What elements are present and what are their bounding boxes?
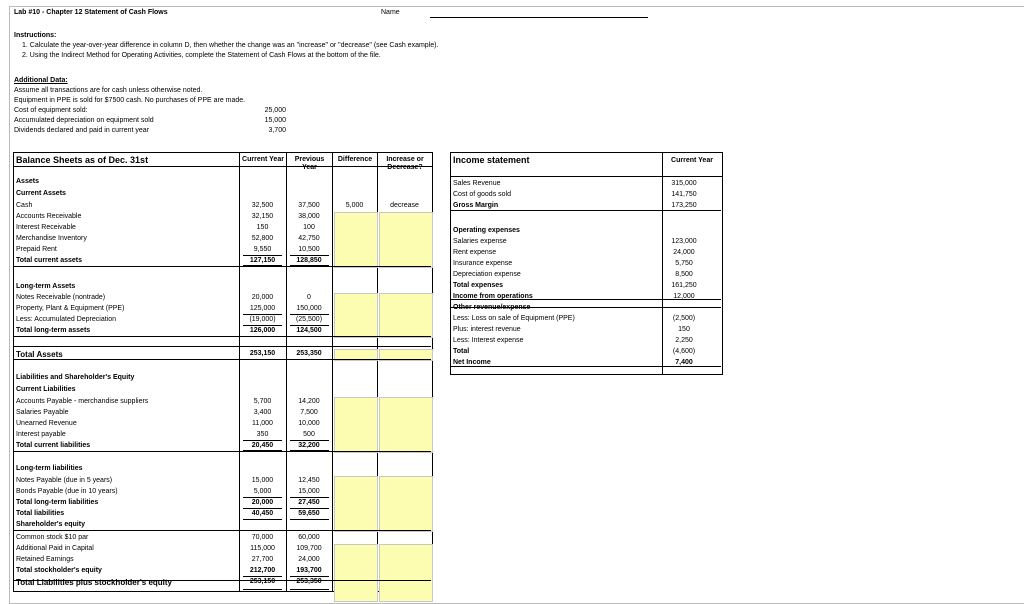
row-label: Current Assets: [16, 190, 66, 197]
current-year-value: 8,500: [675, 271, 693, 278]
row-label: Cash: [16, 202, 33, 209]
row-label: Less: Interest expense: [453, 337, 524, 344]
previous-year-value: 10,000: [298, 420, 320, 427]
value-underline: [290, 450, 329, 451]
current-year-value: 3,400: [253, 409, 272, 416]
row-divider: [450, 210, 721, 211]
current-year-value: 161,250: [671, 282, 697, 289]
difference-value: 5,000: [345, 202, 364, 209]
additional-label: Accumulated depreciation on equipment sold: [14, 117, 154, 124]
increase-decrease-input-cell[interactable]: [379, 212, 433, 268]
current-year-value: 212,700: [249, 567, 276, 574]
current-year-value: 173,250: [671, 202, 697, 209]
previous-year-value: 24,000: [298, 556, 320, 563]
row-label: Salaries expense: [453, 238, 507, 245]
row-label: Unearned Revenue: [16, 420, 77, 427]
current-year-value: 141,750: [671, 191, 697, 198]
value-underline: [243, 265, 282, 266]
current-year-value: 32,500: [251, 202, 274, 209]
row-label: Property, Plant & Equipment (PPE): [16, 305, 125, 312]
row-label: Prepaid Rent: [16, 246, 57, 253]
previous-year-value: 500: [303, 431, 315, 438]
row-divider: [13, 266, 431, 267]
col-current-year: Current Year: [671, 157, 713, 164]
row-label: Depreciation expense: [453, 271, 521, 278]
previous-year-value: 124,500: [296, 327, 322, 334]
row-label: Current Liabilities: [16, 386, 76, 393]
value-underline: [243, 255, 282, 256]
col-previous-year: Previous Year: [294, 156, 325, 171]
value-underline: [290, 440, 329, 441]
row-label: Other revenue/expense: [453, 304, 531, 311]
current-year-value: 70,000: [251, 534, 274, 541]
value-underline: [290, 576, 329, 577]
previous-year-value: 10,500: [298, 246, 320, 253]
col-current-year: Current Year: [242, 156, 284, 163]
value-underline: [243, 508, 282, 509]
current-year-value: 27,700: [251, 556, 274, 563]
current-year-value: 150: [256, 224, 269, 231]
name-line[interactable]: [430, 17, 648, 18]
previous-year-value: 253,350: [296, 350, 322, 357]
previous-year-value: 15,000: [298, 488, 320, 495]
row-divider: [13, 346, 431, 347]
current-year-value: 24,000: [673, 249, 695, 256]
row-label: Shareholder's equity: [16, 521, 85, 528]
value-underline: [290, 325, 329, 326]
row-label: Total Assets: [16, 350, 63, 359]
current-year-value: 52,800: [251, 235, 274, 242]
current-year-value: 7,400: [675, 359, 693, 366]
additional-value: 25,000: [264, 107, 286, 114]
current-year-value: 20,450: [251, 442, 274, 449]
row-divider: [13, 580, 431, 581]
previous-year-value: 193,700: [296, 567, 322, 574]
increase-decrease-input-cell[interactable]: [379, 476, 433, 532]
row-label: Liabilities and Shareholder's Equity: [16, 374, 135, 381]
income-statement-title: Income statement: [453, 155, 530, 165]
row-label: Cost of goods sold: [453, 191, 511, 198]
row-label: Merchandise Inventory: [16, 235, 87, 242]
additional-line-1: Assume all transactions are for cash unless otherwise noted.: [14, 87, 203, 94]
current-year-value: 253,150: [249, 578, 276, 585]
current-year-value: 15,000: [251, 477, 274, 484]
instruction-1: 1. Calculate the year-over-year difference in column D, then whether the change was an "increase" or "decrease" (see Cash example).: [22, 42, 439, 49]
row-divider: [13, 336, 431, 337]
value-underline: [290, 519, 329, 520]
row-label: Total liabilities: [16, 510, 65, 517]
current-year-value: 5,700: [253, 398, 272, 405]
increase-decrease-value: decrease: [390, 202, 419, 209]
additional-heading: Additional Data:: [14, 77, 68, 84]
header-divider: [13, 166, 432, 167]
row-label: Income from operations: [453, 293, 533, 300]
additional-value: 3,700: [268, 127, 286, 134]
value-underline: [290, 265, 329, 266]
additional-value: 15,000: [264, 117, 286, 124]
row-label: Interest Receivable: [16, 224, 76, 231]
value-underline: [243, 450, 282, 451]
row-label: Sales Revenue: [453, 180, 501, 187]
previous-year-value: 38,000: [298, 213, 320, 220]
value-underline: [290, 508, 329, 509]
balance-sheet-title: Balance Sheets as of Dec. 31st: [16, 155, 149, 165]
value-underline: [243, 497, 282, 498]
current-year-value: 32,150: [251, 213, 274, 220]
row-label: Long-term Assets: [16, 283, 76, 290]
previous-year-value: 253,350: [296, 578, 322, 585]
previous-year-value: 59,650: [298, 510, 320, 517]
previous-year-value: 109,700: [296, 545, 322, 552]
current-year-value: 126,000: [249, 327, 276, 334]
row-label: Notes Payable (due in 5 years): [16, 477, 113, 484]
row-divider: [450, 366, 721, 367]
row-label: Total: [453, 348, 470, 355]
row-label: Bonds Payable (due in 10 years): [16, 488, 118, 495]
row-label: Notes Receivable (nontrade): [16, 294, 106, 301]
current-year-value: 150: [678, 326, 690, 333]
value-underline: [290, 589, 329, 590]
current-year-value: (2,500): [672, 315, 696, 322]
value-underline: [243, 314, 282, 315]
row-label: Net Income: [453, 359, 491, 366]
previous-year-value: 60,000: [298, 534, 320, 541]
name-label: Name: [381, 9, 400, 16]
row-divider: [13, 451, 431, 452]
previous-year-value: 42,750: [298, 235, 320, 242]
current-year-value: (4,600): [672, 348, 696, 355]
row-label: Total long-term liabilities: [16, 499, 99, 506]
row-label: Additional Paid in Capital: [16, 545, 94, 552]
row-label: Less: Loss on sale of Equipment (PPE): [453, 315, 575, 322]
value-underline: [243, 589, 282, 590]
current-year-value: 40,450: [251, 510, 274, 517]
row-label: Total Liabilities plus stockholder's equity: [16, 578, 173, 587]
row-divider: [450, 307, 721, 308]
difference-input-cell[interactable]: [334, 212, 378, 268]
current-year-value: 315,000: [671, 180, 697, 187]
row-label: Retained Earnings: [16, 556, 74, 563]
previous-year-value: 7,500: [300, 409, 318, 416]
row-label: Common stock $10 par: [16, 534, 89, 541]
previous-year-value: 37,500: [298, 202, 320, 209]
row-label: Long-term liabilities: [16, 465, 83, 472]
row-divider: [450, 299, 721, 300]
instruction-2: 2. Using the Indirect Method for Operating Activities, complete the Statement of Cash Flows at the bottom of the file.: [22, 52, 381, 59]
row-label: Total current liabilities: [16, 442, 91, 449]
page-title: Lab #10 - Chapter 12 Statement of Cash Flows: [14, 9, 168, 16]
col-increase-decrease: Increase or Decrease?: [386, 156, 424, 171]
row-label: Accounts Receivable: [16, 213, 82, 220]
previous-year-value: 128,850: [296, 257, 322, 264]
increase-decrease-input-cell[interactable]: [379, 544, 433, 602]
row-divider: [13, 530, 431, 531]
value-underline: [290, 255, 329, 256]
current-year-value: 127,150: [249, 257, 276, 264]
current-year-value: 9,550: [253, 246, 272, 253]
current-year-value: 5,750: [675, 260, 693, 267]
row-label: Accounts Payable - merchandise suppliers: [16, 398, 149, 405]
current-year-value: 253,150: [249, 350, 276, 357]
row-label: Interest payable: [16, 431, 66, 438]
previous-year-value: 0: [307, 294, 311, 301]
current-year-value: 125,000: [249, 305, 276, 312]
difference-input-cell[interactable]: [334, 397, 378, 453]
row-divider: [13, 359, 431, 360]
difference-input-cell[interactable]: [334, 476, 378, 532]
row-label: Assets: [16, 178, 39, 185]
value-underline: [243, 325, 282, 326]
previous-year-value: 12,450: [298, 477, 320, 484]
difference-input-cell[interactable]: [334, 293, 378, 338]
row-label: Rent expense: [453, 249, 497, 256]
previous-year-value: 27,450: [298, 499, 320, 506]
previous-year-value: 14,200: [298, 398, 320, 405]
row-label: Less: Accumulated Depreciation: [16, 316, 116, 323]
instructions-heading: Instructions:: [14, 32, 57, 39]
header-divider: [450, 176, 722, 177]
current-year-value: 350: [256, 431, 269, 438]
row-label: Gross Margin: [453, 202, 499, 209]
current-year-value: 2,250: [675, 337, 693, 344]
row-label: Salaries Payable: [16, 409, 69, 416]
value-underline: [243, 576, 282, 577]
row-label: Total current assets: [16, 257, 83, 264]
increase-decrease-input-cell[interactable]: [379, 397, 433, 453]
increase-decrease-input-cell[interactable]: [379, 293, 433, 338]
difference-input-cell[interactable]: [334, 544, 378, 602]
row-label: Insurance expense: [453, 260, 513, 267]
row-label: Total expenses: [453, 282, 504, 289]
value-underline: [243, 440, 282, 441]
previous-year-value: 150,000: [296, 305, 322, 312]
previous-year-value: (25,500): [295, 316, 323, 323]
current-year-value: 20,000: [251, 294, 274, 301]
additional-line-2: Equipment in PPE is sold for $7500 cash. No purchases of PPE are made.: [14, 97, 246, 104]
current-year-value: 5,000: [253, 488, 272, 495]
value-underline: [243, 519, 282, 520]
row-label: Total stockholder's equity: [16, 567, 102, 574]
column-divider: [332, 152, 333, 591]
previous-year-value: 32,200: [298, 442, 320, 449]
col-difference: Difference: [337, 156, 373, 163]
value-underline: [290, 314, 329, 315]
current-year-value: 11,000: [252, 420, 273, 427]
value-underline: [290, 497, 329, 498]
row-label: Operating expenses: [453, 227, 520, 234]
current-year-value: (19,000): [249, 316, 276, 323]
row-label: Total long-term assets: [16, 327, 91, 334]
additional-label: Dividends declared and paid in current year: [14, 127, 150, 134]
current-year-value: 20,000: [251, 499, 274, 506]
row-label: Plus: interest revenue: [453, 326, 521, 333]
additional-label: Cost of equipment sold:: [14, 107, 88, 114]
previous-year-value: 100: [303, 224, 315, 231]
current-year-value: 12,000: [673, 293, 695, 300]
current-year-value: 115,000: [250, 545, 275, 552]
current-year-value: 123,000: [671, 238, 697, 245]
